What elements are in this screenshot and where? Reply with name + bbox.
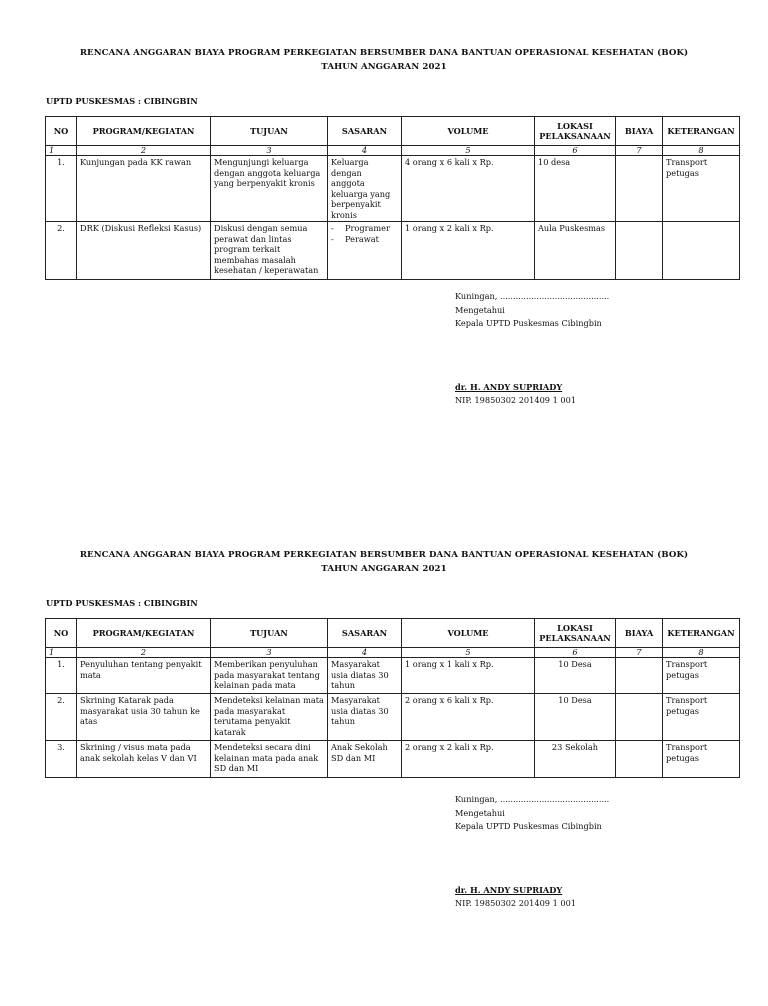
- header-tujuan: TUJUAN: [211, 117, 328, 146]
- signer-position: Kepala UPTD Puskesmas Cibingbin: [455, 318, 602, 328]
- doc1-signature-block: [455, 290, 609, 331]
- column-number-row: [46, 146, 740, 156]
- place-date: Kuningan, ..........................................: [455, 794, 610, 804]
- header-no: NO: [46, 117, 77, 146]
- cell-sasaran: Keluarga dengan anggota keluarga yang berpenyakit kronis: [328, 156, 402, 222]
- header-biaya: BIAYA: [616, 619, 663, 648]
- place-date: Kuningan, ..........................................: [455, 291, 610, 301]
- header-lokasi: LOKASI PELAKSANAAN: [535, 117, 616, 146]
- doc2-signature-block: [455, 793, 609, 834]
- cell-tujuan: Mendeteksi kelainan mata pada masyarakat terutama penyakit katarak: [211, 694, 328, 741]
- sasaran-list-item: - Perawat: [331, 233, 379, 244]
- cell-volume: 1 orang x 1 kali x Rp.: [402, 658, 535, 694]
- cell-program: Penyuluhan tentang penyakit mata: [77, 658, 211, 694]
- cell-no: 1.: [46, 658, 77, 694]
- doc2-signer: [455, 884, 576, 910]
- doc2-title-line2: TAHUN ANGGARAN 2021: [321, 564, 447, 574]
- signer-nip: NIP. 19850302 201409 1 001: [455, 898, 577, 908]
- signer-position: Kepala UPTD Puskesmas Cibingbin: [455, 821, 602, 831]
- header-program: PROGRAM/KEGIATAN: [77, 619, 211, 648]
- col-number: 1: [46, 648, 77, 658]
- mengetahui-label: Mengetahui: [455, 304, 505, 315]
- cell-no: 2.: [46, 694, 77, 741]
- cell-sasaran: Masyarakat usia diatas 30 tahun: [328, 694, 402, 741]
- cell-program: Skrining Katarak pada masyarakat usia 30 tahun ke atas: [77, 694, 211, 741]
- cell-program: DRK (Diskusi Refleksi Kasus): [77, 222, 211, 280]
- signer-name: dr. H. ANDY SUPRIADY: [455, 885, 563, 895]
- cell-biaya: [616, 658, 663, 694]
- cell-biaya: [616, 694, 663, 741]
- header-keterangan: KETERANGAN: [663, 117, 740, 146]
- header-volume: VOLUME: [402, 117, 535, 146]
- cell-no: 3.: [46, 741, 77, 778]
- cell-keterangan: [663, 222, 740, 280]
- cell-sasaran: [328, 222, 402, 280]
- sasaran-list-item: - Programer: [331, 223, 390, 233]
- cell-keterangan: Transport petugas: [663, 741, 740, 778]
- cell-tujuan: Mengunjungi keluarga dengan anggota keluarga yang berpenyakit kronis: [211, 156, 328, 222]
- cell-volume: 1 orang x 2 kali x Rp.: [402, 222, 535, 280]
- col-number: 2: [77, 146, 211, 156]
- cell-volume: 4 orang x 6 kali x Rp.: [402, 156, 535, 222]
- header-keterangan: KETERANGAN: [663, 619, 740, 648]
- cell-keterangan: Transport petugas: [663, 658, 740, 694]
- cell-biaya: [616, 741, 663, 778]
- cell-tujuan: Diskusi dengan semua perawat dan lintas program terkait membahas masalah kesehatan / keperawatan: [211, 222, 328, 280]
- col-number: 8: [663, 648, 740, 658]
- cell-lokasi: Aula Puskesmas: [535, 222, 616, 280]
- table-row: [46, 156, 740, 222]
- col-number: 3: [211, 146, 328, 156]
- cell-biaya: [616, 156, 663, 222]
- column-number-row: [46, 648, 740, 658]
- col-number: 5: [402, 648, 535, 658]
- header-program: PROGRAM/KEGIATAN: [77, 117, 211, 146]
- col-number: 6: [535, 146, 616, 156]
- cell-volume: 2 orang x 2 kali x Rp.: [402, 741, 535, 778]
- col-number: 1: [46, 146, 77, 156]
- cell-sasaran: Masyarakat usia diatas 30 tahun: [328, 658, 402, 694]
- col-number: 6: [535, 648, 616, 658]
- doc1-budget-table: [45, 116, 740, 280]
- cell-lokasi: 23 Sekolah: [535, 741, 616, 778]
- table-header-row: [46, 619, 740, 648]
- signer-name: dr. H. ANDY SUPRIADY: [455, 382, 563, 392]
- header-tujuan: TUJUAN: [211, 619, 328, 648]
- col-number: 4: [328, 648, 402, 658]
- cell-keterangan: Transport petugas: [663, 694, 740, 741]
- header-sasaran: SASARAN: [328, 117, 402, 146]
- col-number: 8: [663, 146, 740, 156]
- doc2-title-line1: RENCANA ANGGARAN BIAYA PROGRAM PERKEGIATAN BERSUMBER DANA BANTUAN OPERASIONAL KESEHATAN (BOK): [79, 550, 689, 560]
- col-number: 5: [402, 146, 535, 156]
- doc1-signer: [455, 381, 576, 407]
- table-row: [46, 694, 740, 741]
- cell-tujuan: Memberikan penyuluhan pada masyarakat tentang kelainan pada mata: [211, 658, 328, 694]
- header-sasaran: SASARAN: [328, 619, 402, 648]
- col-number: 4: [328, 146, 402, 156]
- header-biaya: BIAYA: [616, 117, 663, 146]
- doc1-title-line1: RENCANA ANGGARAN BIAYA PROGRAM PERKEGIATAN BERSUMBER DANA BANTUAN OPERASIONAL KESEHATAN (BOK): [79, 48, 689, 58]
- table-header-row: [46, 117, 740, 146]
- table-row: [46, 741, 740, 778]
- cell-lokasi: 10 Desa: [535, 694, 616, 741]
- cell-no: 1.: [46, 156, 77, 222]
- cell-volume: 2 orang x 6 kali x Rp.: [402, 694, 535, 741]
- cell-lokasi: 10 desa: [535, 156, 616, 222]
- cell-keterangan: Transport petugas: [663, 156, 740, 222]
- cell-no: 2.: [46, 222, 77, 280]
- col-number: 3: [211, 648, 328, 658]
- table-row: [46, 222, 740, 280]
- doc1-uptd-label: UPTD PUSKESMAS : CIBINGBIN: [46, 96, 198, 106]
- header-volume: VOLUME: [402, 619, 535, 648]
- mengetahui-label: Mengetahui: [455, 807, 505, 818]
- signer-nip: NIP. 19850302 201409 1 001: [455, 395, 577, 405]
- col-number: 7: [616, 648, 663, 658]
- col-number: 7: [616, 146, 663, 156]
- header-no: NO: [46, 619, 77, 648]
- cell-lokasi: 10 Desa: [535, 658, 616, 694]
- cell-program: Kunjungan pada KK rawan: [77, 156, 211, 222]
- cell-tujuan: Mendeteksi secara dini kelainan mata pada anak SD dan MI: [211, 741, 328, 778]
- col-number: 2: [77, 648, 211, 658]
- doc2-budget-table: [45, 618, 740, 778]
- header-lokasi: LOKASI PELAKSANAAN: [535, 619, 616, 648]
- doc2-uptd-label: UPTD PUSKESMAS : CIBINGBIN: [46, 598, 198, 608]
- doc1-title-line2: TAHUN ANGGARAN 2021: [321, 62, 447, 72]
- cell-biaya: [616, 222, 663, 280]
- cell-sasaran: Anak Sekolah SD dan MI: [328, 741, 402, 778]
- cell-program: Skrining / visus mata pada anak sekolah kelas V dan VI: [77, 741, 211, 778]
- table-row: [46, 658, 740, 694]
